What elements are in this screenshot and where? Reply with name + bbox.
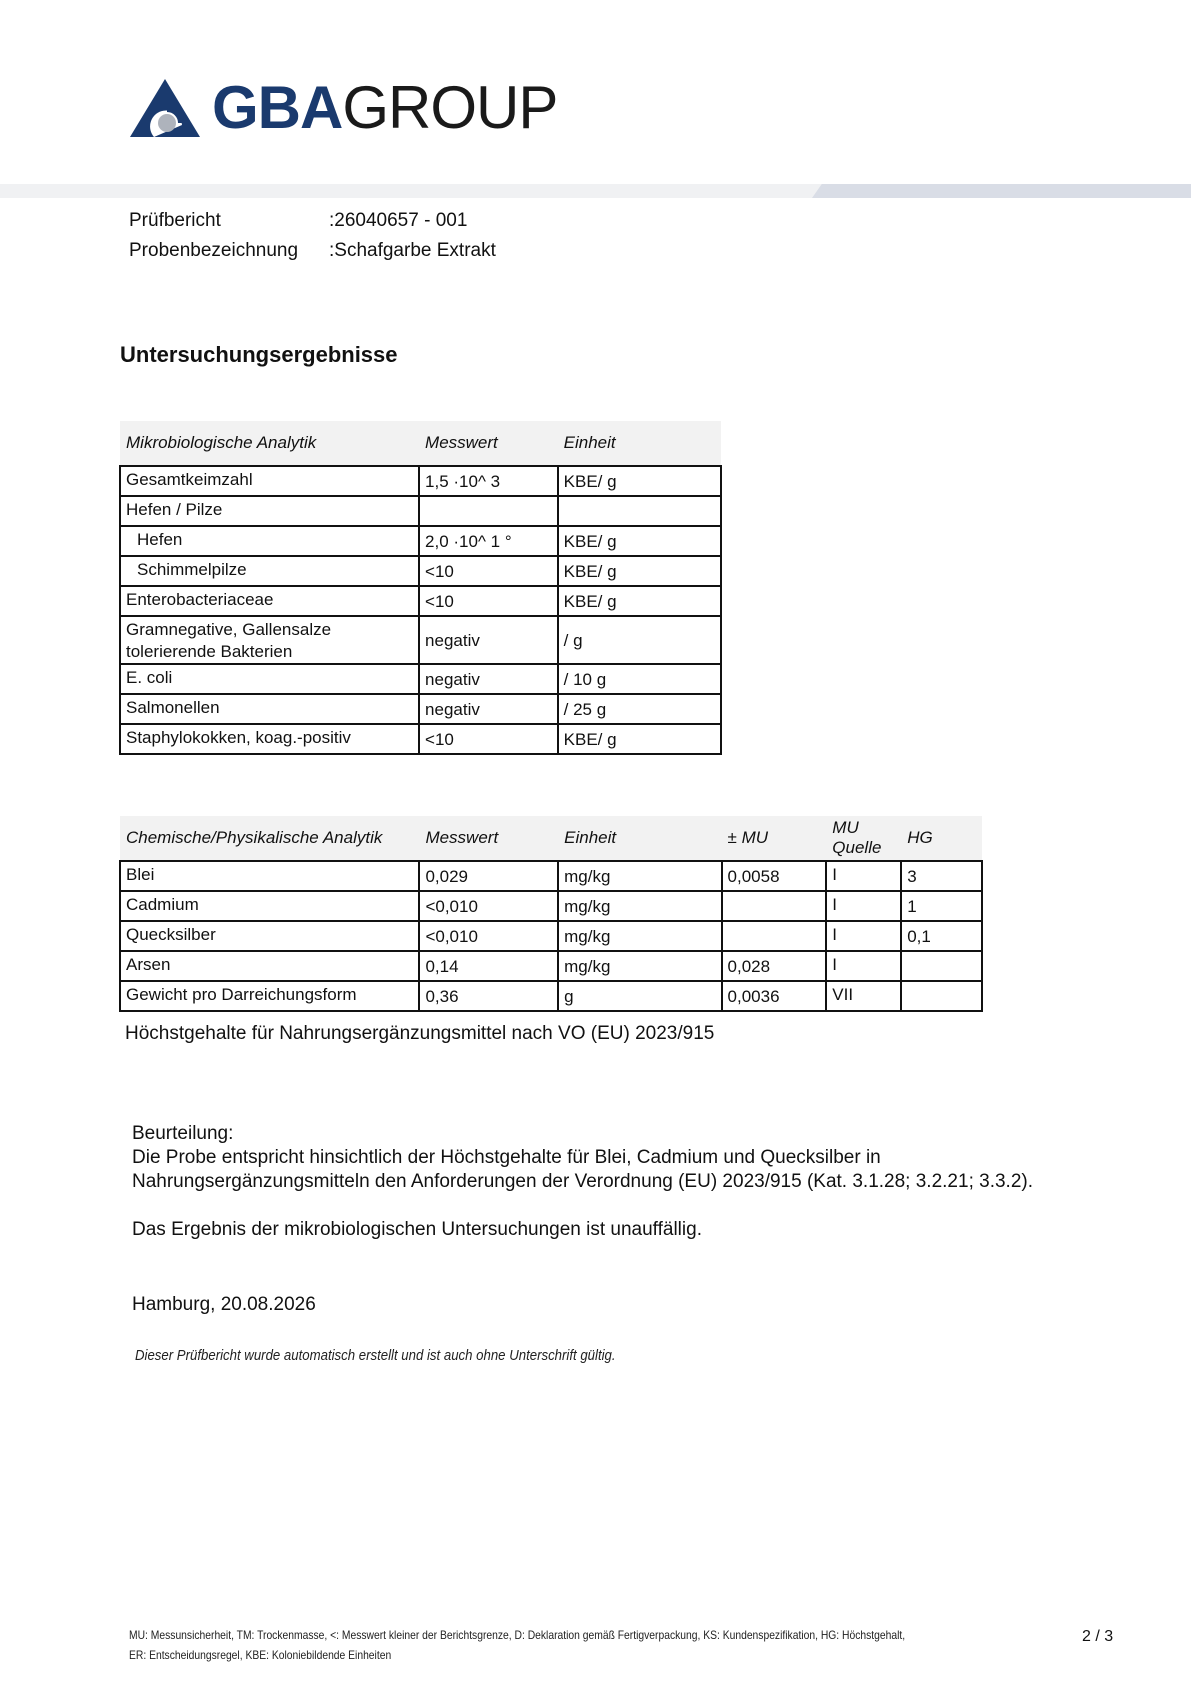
chem-header-mu: ± MU: [722, 816, 827, 861]
micro-header-row: [120, 421, 721, 466]
micro-cell-unit: KBE/ g: [558, 466, 721, 496]
chem-cell-value: 0,36: [419, 981, 558, 1011]
chem-cell-name: Gewicht pro Darreichungsform: [120, 981, 419, 1011]
table-row: [120, 861, 982, 891]
chem-cell-hg: 0,1: [901, 921, 982, 951]
table-row: [120, 951, 982, 981]
legal-limit-note: Höchstgehalte für Nahrungsergänzungsmittel nach VO (EU) 2023/915: [125, 1023, 715, 1044]
chem-header-analysis: Chemische/Physikalische Analytik: [120, 816, 419, 861]
logo-wordmark: [212, 74, 558, 141]
footer-legend-line-1: MU: Messunsicherheit, TM: Trockenmasse, <: Messwert kleiner der Berichtsgrenze, D: Deklaration gemäß Fertigverpackung, KS: Kundenspezifikation, HG: Höchstgehalt,: [129, 1628, 906, 1642]
gba-mountain-logo-icon: [130, 79, 200, 137]
micro-cell-value: <10: [419, 586, 558, 616]
chem-cell-name: Arsen: [120, 951, 419, 981]
chem-cell-mu: 0,0036: [722, 981, 827, 1011]
chem-cell-mu: 0,028: [722, 951, 827, 981]
table-row: [120, 724, 721, 754]
chem-header-hg: HG: [901, 816, 982, 861]
chem-cell-value: <0,010: [419, 891, 558, 921]
micro-cell-name: Schimmelpilze: [120, 556, 419, 586]
chem-cell-value: <0,010: [419, 921, 558, 951]
micro-cell-unit: KBE/ g: [558, 526, 721, 556]
micro-cell-value: <10: [419, 724, 558, 754]
header-band: [0, 184, 1191, 198]
report-number-value: :26040657 - 001: [329, 210, 468, 231]
header-band-light: [0, 184, 830, 198]
place-date: Hamburg, 20.08.2026: [132, 1294, 316, 1315]
section-title: Untersuchungsergebnisse: [120, 342, 398, 367]
chem-cell-unit: g: [558, 981, 721, 1011]
chem-cell-mu: [722, 921, 827, 951]
table-row: [120, 586, 721, 616]
table-row: [120, 664, 721, 694]
micro-cell-value: [419, 496, 558, 526]
chem-cell-value: 0,029: [419, 861, 558, 891]
micro-cell-unit: [558, 496, 721, 526]
sample-name-label: Probenbezeichnung: [129, 240, 299, 261]
chem-cell-hg: 1: [901, 891, 982, 921]
chem-cell-mu: 0,0058: [722, 861, 827, 891]
chem-cell-mu: [722, 891, 827, 921]
logo-gba: GBA: [212, 74, 343, 141]
micro-cell-value: 1,5 ·10^ 3: [419, 466, 558, 496]
logo-group: GROUP: [342, 74, 558, 141]
micro-cell-unit: KBE/ g: [558, 556, 721, 586]
micro-cell-name: Hefen / Pilze: [120, 496, 419, 526]
report-number-label: Prüfbericht: [129, 210, 221, 231]
chem-header-row: [120, 816, 982, 861]
page-number: 2 / 3: [1082, 1628, 1114, 1645]
micro-header-unit: Einheit: [558, 421, 721, 466]
chem-cell-name: Quecksilber: [120, 921, 419, 951]
chem-table: [119, 816, 983, 1012]
table-row: [120, 616, 721, 664]
micro-cell-unit: / g: [558, 616, 721, 664]
chem-header-unit: Einheit: [558, 816, 721, 861]
chem-cell-unit: mg/kg: [558, 891, 721, 921]
micro-cell-name: Hefen: [120, 526, 419, 556]
chem-cell-source: I: [826, 951, 901, 981]
micro-header-value: Messwert: [419, 421, 558, 466]
chem-header-value: Messwert: [419, 816, 558, 861]
table-row: [120, 466, 721, 496]
chem-cell-source: VII: [826, 981, 901, 1011]
chem-cell-hg: [901, 951, 982, 981]
chem-cell-name: Cadmium: [120, 891, 419, 921]
micro-cell-value: 2,0 ·10^ 1 °: [419, 526, 558, 556]
micro-cell-name: E. coli: [120, 664, 419, 694]
micro-cell-unit: / 25 g: [558, 694, 721, 724]
micro-cell-value: negativ: [419, 664, 558, 694]
table-row: [120, 921, 982, 951]
company-logo: [130, 76, 557, 140]
micro-cell-name: Gramnegative, Gallensalze tolerierende Bakterien: [120, 616, 419, 664]
auto-generated-note: Dieser Prüfbericht wurde automatisch erstellt und ist auch ohne Unterschrift gültig.: [135, 1347, 616, 1364]
chem-cell-source: I: [826, 861, 901, 891]
chem-cell-source: I: [826, 891, 901, 921]
table-row: [120, 526, 721, 556]
micro-cell-name: Salmonellen: [120, 694, 419, 724]
assessment-line-1: Die Probe entspricht hinsichtlich der Höchstgehalte für Blei, Cadmium und Quecksilber in: [132, 1147, 881, 1168]
micro-cell-name: Gesamtkeimzahl: [120, 466, 419, 496]
micro-cell-value: <10: [419, 556, 558, 586]
micro-table: [119, 421, 722, 755]
micro-result-statement: Das Ergebnis der mikrobiologischen Untersuchungen ist unauffällig.: [132, 1219, 702, 1240]
table-row: [120, 556, 721, 586]
table-row: [120, 496, 721, 526]
table-row: [120, 694, 721, 724]
chem-cell-name: Blei: [120, 861, 419, 891]
assessment-heading: Beurteilung:: [132, 1123, 234, 1144]
footer-legend-line-2: ER: Entscheidungsregel, KBE: Koloniebildende Einheiten: [129, 1648, 392, 1662]
chem-header-mu-source: MU Quelle: [826, 816, 901, 861]
table-row: [120, 891, 982, 921]
micro-header-analysis: Mikrobiologische Analytik: [120, 421, 419, 466]
micro-cell-value: negativ: [419, 694, 558, 724]
micro-cell-name: Staphylokokken, koag.-positiv: [120, 724, 419, 754]
chem-cell-unit: mg/kg: [558, 861, 721, 891]
chem-cell-source: I: [826, 921, 901, 951]
table-row: [120, 981, 982, 1011]
header-band-dark: [812, 184, 1191, 198]
chem-cell-value: 0,14: [419, 951, 558, 981]
chem-cell-unit: mg/kg: [558, 951, 721, 981]
chem-cell-unit: mg/kg: [558, 921, 721, 951]
chem-cell-hg: [901, 981, 982, 1011]
micro-cell-name: Enterobacteriaceae: [120, 586, 419, 616]
assessment-line-2: Nahrungsergänzungsmitteln den Anforderungen der Verordnung (EU) 2023/915 (Kat. 3.1.28; 3.2.21; 3.3.2).: [132, 1171, 1033, 1192]
micro-cell-unit: KBE/ g: [558, 586, 721, 616]
micro-cell-unit: KBE/ g: [558, 724, 721, 754]
micro-cell-value: negativ: [419, 616, 558, 664]
chem-cell-hg: 3: [901, 861, 982, 891]
sample-name-value: :Schafgarbe Extrakt: [329, 240, 496, 261]
micro-cell-unit: / 10 g: [558, 664, 721, 694]
